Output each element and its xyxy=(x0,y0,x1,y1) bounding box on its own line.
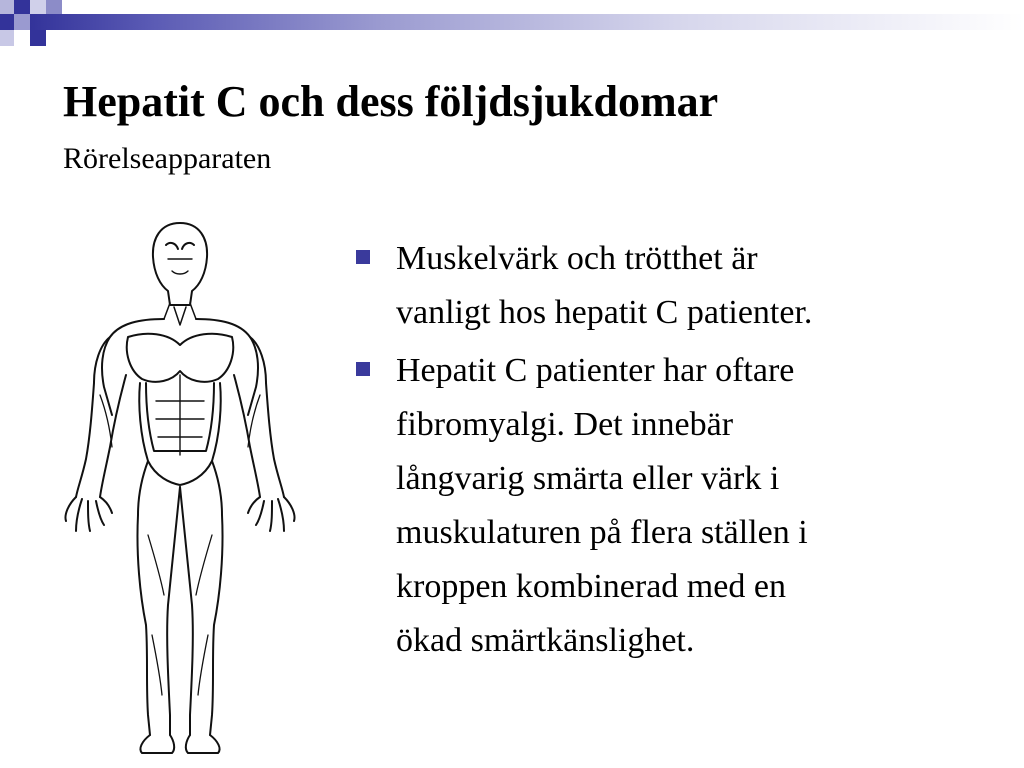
slide-title: Hepatit C och dess följdsjukdomar xyxy=(63,77,719,126)
decor-square xyxy=(30,30,46,46)
header-decoration xyxy=(0,0,1024,46)
bullet-line: Hepatit C patienter har oftare xyxy=(396,352,795,389)
bullet-line: vanligt hos hepatit C patienter. xyxy=(396,294,813,331)
bullet-line: ökad smärtkänslighet. xyxy=(396,622,695,659)
decor-square xyxy=(0,0,14,14)
muscular-anatomy-figure-icon xyxy=(60,215,300,760)
decor-square xyxy=(0,30,14,46)
decor-square xyxy=(30,0,46,14)
bullet-square-icon xyxy=(356,250,370,264)
bullet-item xyxy=(356,344,956,668)
decor-square xyxy=(0,14,14,30)
bullet-square-icon xyxy=(356,362,370,376)
decor-square xyxy=(46,0,62,14)
header-gradient-bar xyxy=(30,14,1024,30)
bullet-line: kroppen kombinerad med en xyxy=(396,568,786,605)
bullet-list xyxy=(356,232,956,672)
bullet-line: muskulaturen på flera ställen i xyxy=(396,514,808,551)
bullet-line: långvarig smärta eller värk i xyxy=(396,460,780,497)
slide-subtitle: Rörelseapparaten xyxy=(63,142,272,175)
decor-square xyxy=(14,14,30,30)
bullet-line: fibromyalgi. Det innebär xyxy=(396,406,734,443)
decor-square xyxy=(14,0,30,14)
bullet-line: Muskelvärk och trötthet är xyxy=(396,240,758,277)
bullet-item xyxy=(356,232,956,340)
